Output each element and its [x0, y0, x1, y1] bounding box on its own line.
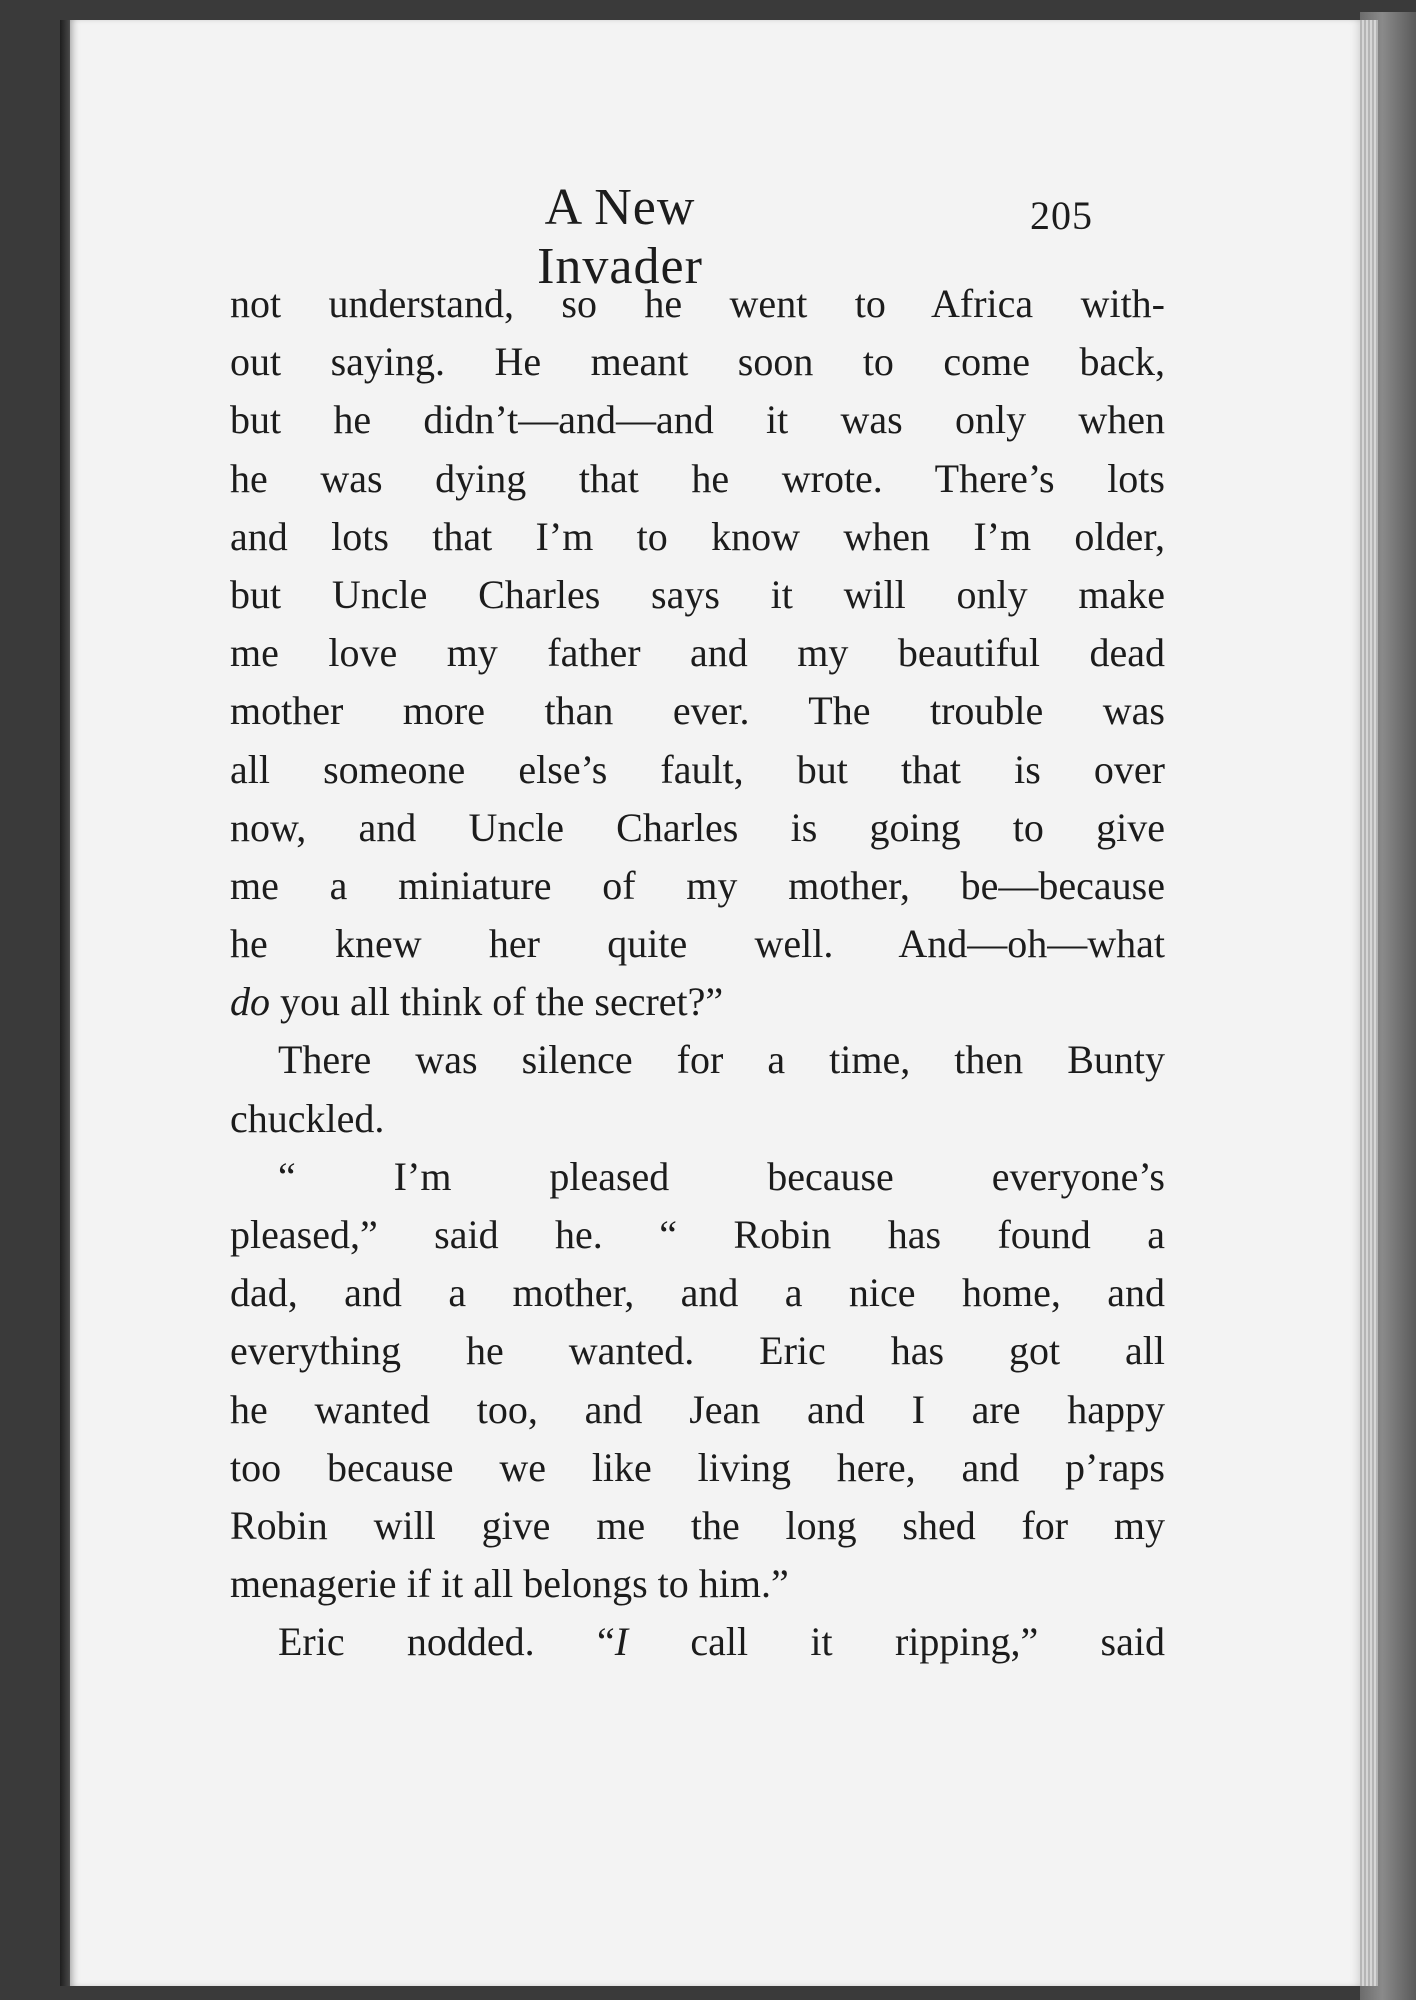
- text-line: mother more than ever. The trouble was: [230, 688, 1165, 734]
- text-line: and lots that I’m to know when I’m older,: [230, 513, 1165, 559]
- italic-word: do: [230, 979, 270, 1025]
- text-line: Robin will give me the long shed for my: [230, 1502, 1165, 1548]
- text-line: pleased,” said he. “ Robin has found a: [230, 1212, 1165, 1257]
- text-line: but Uncle Charles says it will only make: [230, 571, 1165, 617]
- text-run: you all think of the secret?”: [270, 979, 724, 1025]
- text-line: menagerie if it all belongs to him.”: [230, 1561, 789, 1607]
- text-line: [230, 1613, 1165, 1671]
- body-text: [230, 275, 1165, 1672]
- text-line: all someone else’s fault, but that is over: [230, 746, 1165, 792]
- running-title: A New Invader: [537, 179, 703, 295]
- text-line: not understand, so he went to Africa with-: [230, 281, 1165, 326]
- page-number: 205: [1030, 193, 1093, 238]
- text-line: me a miniature of my mother, be—because: [230, 862, 1165, 908]
- running-head: [70, 178, 1360, 295]
- book-page: [70, 20, 1360, 1986]
- text-run: call it ripping,” said: [628, 1619, 1165, 1665]
- text-line: dad, and a mother, and a nice home, and: [230, 1270, 1165, 1316]
- text-line: “ I’m pleased because everyone’s: [278, 1153, 1165, 1199]
- italic-word: I: [614, 1619, 629, 1665]
- text-line: There was silence for a time, then Bunty: [278, 1037, 1165, 1083]
- text-line: me love my father and my beautiful dead: [230, 630, 1165, 676]
- text-line: too because we like living here, and p’raps: [230, 1444, 1165, 1490]
- text-line: he wanted too, and Jean and I are happy: [230, 1386, 1165, 1432]
- text-line: now, and Uncle Charles is going to give: [230, 804, 1165, 850]
- text-line: [230, 973, 1165, 1031]
- text-line: he was dying that he wrote. There’s lots: [230, 455, 1165, 501]
- text-line: everything he wanted. Eric has got all: [230, 1328, 1165, 1374]
- text-line: but he didn’t—and—and it was only when: [230, 397, 1165, 443]
- text-line: chuckled.: [230, 1095, 385, 1141]
- text-line: out saying. He meant soon to come back,: [230, 339, 1165, 385]
- text-run: Eric nodded. “: [278, 1619, 615, 1665]
- text-line: he knew her quite well. And—oh—what: [230, 921, 1165, 967]
